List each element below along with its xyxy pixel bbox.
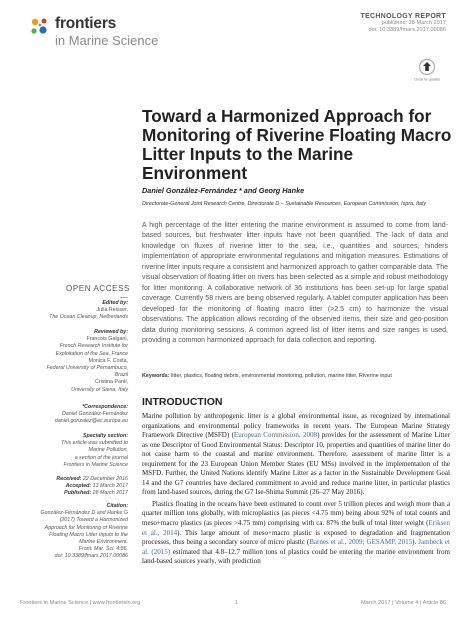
reviewed-by-label: Reviewed by: — [94, 329, 128, 335]
footer-volume: March 2017 | Volume 4 | Article 86 — [361, 600, 446, 606]
article-dates — [20, 476, 128, 498]
published-sidebar-date: 28 March 2017 — [92, 490, 128, 497]
citation-doi[interactable]: doi: 10.3389/fmars.2017.00086 — [54, 553, 128, 560]
edited-by — [20, 300, 128, 322]
citation-line: Approach for Monitoring of Riverine — [44, 524, 128, 531]
citation-link[interactable]: European Commission, 2008 — [233, 431, 318, 440]
reviewer-line: French Research Institute for — [59, 343, 128, 350]
article-title: Toward a Harmonized Approach for Monitoring of Riverine Floating Macro Litter Inputs to the Marine Environment — [142, 106, 452, 183]
author-affiliation: Directorate-General Joint Research Centre, Directorate D – Sustainable Resources, European Commission, Ispra, Italy — [142, 201, 427, 207]
reviewer-line: University of Siena, Italy — [71, 386, 128, 393]
paragraph — [142, 500, 450, 567]
paragraph — [142, 412, 450, 498]
correspondence — [20, 404, 128, 426]
accepted-label: Accepted: — [65, 483, 92, 490]
keywords — [142, 373, 452, 379]
correspondence-label: *Correspondence: — [82, 404, 128, 410]
citation — [20, 503, 128, 561]
reviewed-by — [20, 329, 128, 394]
reviewer-line: Federal University of Pernambuco, — [46, 365, 128, 372]
article-doi[interactable]: doi: 10.3389/fmars.2017.00086 — [368, 27, 446, 33]
reviewer-line: Exploitation of the Sea, France — [55, 350, 128, 357]
citation-line: Front. Mar. Sci. 4:86. — [78, 546, 128, 553]
crossmark-label: Check for updates — [414, 77, 440, 82]
editor-affiliation: The Ocean Cleanup, Netherlands — [49, 314, 128, 321]
text-run: ). This large amount of meso+macro plastic is exposed to degradation and fragmentation processes, thus being a secondary source of micro plastic ( — [142, 528, 451, 547]
citation-link[interactable]: Barnes et al., 2009; GESAMP, 2015 — [309, 538, 413, 547]
specialty-section — [20, 433, 128, 469]
published-label: Published: — [64, 490, 92, 497]
sidebar-divider — [120, 297, 128, 298]
text-run: Plastics floating in the oceans have been estimated to count over 5 trillion pieces and weigh more than a quarter million tons globally, with microplastics (as pieces <4.75 mm) being about 92% of total counts and meso+macro plastics (as pieces >4.75 mm) comprising with ca. 87% the bulk of total litter weight ( — [142, 499, 450, 528]
abstract: A high percentage of the litter entering the marine environment is assumed to come from land-based sources, but freshwater litter inputs have not been quantified. The lack of data and knowledge on fluxes of riverine litter to the sea, i.e., quantities and sources, hinders implementation of appropriate environmental regulations and mitigation measures. Estimations of riverine litter inputs require a consistent and harmonized approach to gather comparable data. The visual observation of floating litter on rivers has been selected as a simple and robust methodology for litter monitoring. A collaborative network of 36 institutions has been set-up for large spatial coverage. Currently 58 rivers are being observed regularly. A tablet computer application has been developed for the monitoring of floating macro litter (>2.5 cm) to harmonize the visual observations. The application allows recording of the observed items, their size and geo-position data during monitoring sessions. A common agreed list of litter items and size ranges is used, providing a common harmonized approach for data collection and reporting. — [142, 222, 448, 344]
specialty-line: a section of the journal — [74, 454, 128, 461]
citation-link[interactable]: Jambeck et al. (2015) — [142, 538, 450, 556]
citation-label: Citation: — [106, 503, 128, 509]
editor-name: Julia Reisser, — [96, 307, 128, 314]
keywords-text: litter, plastics, floating debris, environmental monitoring, pollution, marine litter, Riverine input — [171, 373, 392, 379]
author-list[interactable]: Daniel González-Fernández * and Georg Hanke — [142, 186, 305, 195]
reviewer-line: Cristina Panti, — [95, 379, 128, 386]
frontiers-logo-icon — [29, 16, 51, 38]
published-date: published: 28 March 2017 — [381, 20, 446, 26]
reviewer-line: Brazil — [114, 372, 128, 379]
crossmark-icon[interactable] — [416, 58, 438, 82]
specialty-line: Marine Pollution, — [88, 447, 128, 454]
section-heading-introduction: INTRODUCTION — [142, 396, 223, 408]
received-label: Received: — [56, 476, 82, 482]
open-access-badge: OPEN ACCESS — [66, 284, 130, 293]
correspondence-name: Daniel González-Fernández — [62, 411, 128, 418]
brand-name: frontiers — [55, 15, 117, 32]
citation-line: González-Fernández D and Hanke G — [40, 510, 128, 517]
introduction-body — [142, 412, 450, 567]
reviewer-line: Francois Galgani, — [86, 336, 128, 343]
specialty-label: Specialty section: — [82, 433, 128, 439]
received-date: 22 December 2016 — [82, 476, 128, 482]
citation-line: Marine Environment. — [79, 539, 128, 546]
reviewer-line: Monica F. Costa, — [88, 357, 128, 364]
accepted-date: 13 March 2017 — [92, 483, 128, 490]
page-number: 1 — [235, 600, 239, 606]
citation-line: Floating Macro Litter Inputs to the — [49, 531, 128, 538]
journal-name: in Marine Science — [55, 33, 159, 48]
footer-journal[interactable]: Frontiers in Marine Science | www.frontiersin.org — [20, 600, 141, 606]
specialty-line: This article was submitted to — [61, 440, 128, 447]
text-run: estimated that 4.8–12.7 million tons of plastics could be entering the marine environment from land-based sources yearly, with prediction — [142, 547, 450, 566]
text-run: ). — [412, 538, 419, 547]
edited-by-label: Edited by: — [102, 300, 128, 306]
keywords-label: Keywords: — [142, 373, 170, 379]
correspondence-email[interactable]: daniel.gonzalez@ec.europa.eu — [54, 418, 128, 425]
journal-logo[interactable] — [29, 14, 179, 52]
text-run: Marine pollution by anthropogenic litter is a global environmental issue, as recognized by international organizations and environmental policy frameworks in recent years. The European Marine Strategy Framework Directive (MSFD) ( — [142, 412, 450, 440]
text-run: ) provides for the assessment of Marine Litter as one Descriptor of Good Environmental Status: Descriptor 10, properties and quantities of marine litter do not cause harm to the coastal and marine environment. Therefore, assessment of marine litter is a requirement for the 23 European Union Member States (EU MSs) involved in the implementation of the MSFD. Further, the United Nations identify Marine Litter as a factor in the Sustainable Development Goal 14 and the G7 countries have declared commitment to avoid and reduce marine litter, in particular plastics from land-based sources, during the G7 Ise-Shima Summit (26–27 May 2016). — [142, 431, 450, 497]
citation-link[interactable]: Eriksen et al., 2014 — [142, 519, 450, 537]
specialty-line: Frontiers in Marine Science — [63, 461, 128, 468]
citation-line: (2017) Toward a Harmonized — [59, 517, 128, 524]
article-type: TECHNOLOGY REPORT — [360, 13, 446, 20]
article-meta — [296, 13, 446, 34]
